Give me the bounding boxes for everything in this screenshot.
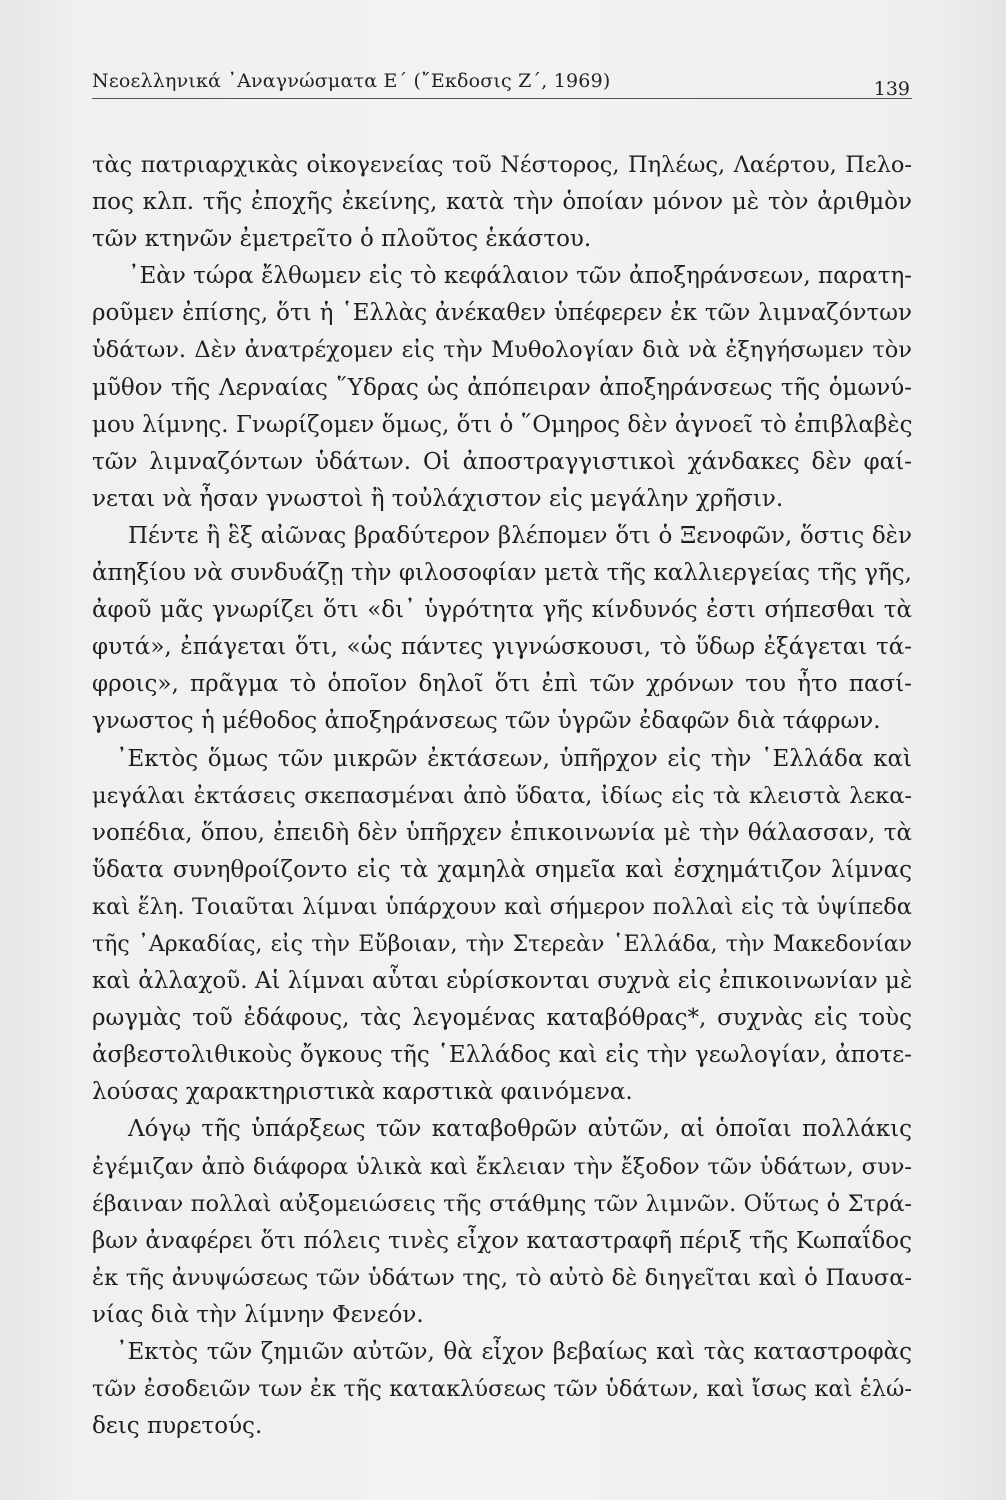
body-text xyxy=(92,147,912,1445)
text-line: Πέντε ἢ ἓξ αἰῶνας βραδύτερον βλέπομεν ὅτι ὁ Ξενοφῶν, ὅστις δὲν xyxy=(128,522,912,549)
text-line: μου λίμνης. Γνωρίζομεν ὅμως, ὅτι ὁ ῞Ομηρος δὲν ἀγνοεῖ τὸ ἐπιβλαβὲς xyxy=(92,411,913,438)
text-line: καὶ ἀλλαχοῦ. Αἱ λίμναι αὗται εὑρίσκονται συχνὰ εἰς ἐπικοινωνίαν μὲ xyxy=(92,968,913,995)
text-line: καὶ ἕλη. Τοιαῦται λίμναι ὑπάρχουν καὶ σήμερον πολλαὶ εἰς τὰ ὑψίπεδα xyxy=(92,893,912,920)
text-line: ροῦμεν ἐπίσης, ὅτι ἡ ῾Ελλὰς ἀνέκαθεν ὑπέφερεν ἐκ τῶν λιμναζόντων xyxy=(92,300,912,327)
text-line: νοπέδια, ὅπου, ἐπειδὴ δὲν ὑπῆρχεν ἐπικοινωνία μὲ τὴν θάλασσαν, τὰ xyxy=(92,819,912,846)
running-header xyxy=(92,66,912,99)
text-line: ᾿Εὰν τώρα ἔλθωμεν εἰς τὸ κεφάλαιον τῶν ἀποξηράνσεων, παρατη- xyxy=(128,263,912,290)
text-line: ᾿Εκτὸς ὅμως τῶν μικρῶν ἐκτάσεων, ὑπῆρχον εἰς τὴν ῾Ελλάδα καὶ xyxy=(116,745,912,772)
text-line: γνωστος ἡ μέθοδος ἀποξηράνσεως τῶν ὑγρῶν ἐδαφῶν διὰ τάφρων. xyxy=(92,708,881,735)
text-line: λούσας χαρακτηριστικὰ καρστικὰ φαινόμενα. xyxy=(92,1079,633,1106)
text-line: έβαιναν πολλαὶ αὐξομειώσεις τῆς στάθμης τῶν λιμνῶν. Οὕτως ὁ Στρά- xyxy=(92,1190,912,1217)
text-line: πος κλπ. τῆς ἐποχῆς ἐκείνης, κατὰ τὴν ὁποίαν μόνον μὲ τὸν ἀριθμὸν xyxy=(92,189,912,216)
text-line: νεται νὰ ἦσαν γνωστοὶ ἢ τοὐλάχιστον εἰς μεγάλην χρῆσιν. xyxy=(92,485,784,512)
text-line: τῶν ἐσοδειῶν των ἐκ τῆς κατακλύσεως τῶν ὑδάτων, καὶ ἴσως καὶ ἑλώ- xyxy=(92,1376,912,1403)
text-line: ἀφοῦ μᾶς γνωρίζει ὅτι «δι᾿ ὑγρότητα γῆς κίνδυνός ἐστι σήπεσθαι τὰ xyxy=(92,597,912,624)
text-line: μεγάλαι ἐκτάσεις σκεπασμέναι ἀπὸ ὕδατα, ἰδίως εἰς τὰ κλειστὰ λεκα- xyxy=(92,782,912,809)
header-title: Νεοελληνικά ᾿Αναγνώσματα Ε΄ (῎Εκδοσις Ζ΄, 1969) xyxy=(92,70,611,92)
text-line: τῆς ᾿Αρκαδίας, εἰς τὴν Εὔβοιαν, τὴν Στερεὰν ῾Ελλάδα, τὴν Μακεδονίαν xyxy=(92,931,912,957)
text-line: ἐγέμιζαν ἀπὸ διάφορα ὑλικὰ καὶ ἔκλειαν τὴν ἔξοδον τῶν ὑδάτων, συν- xyxy=(92,1153,912,1180)
text-line: τὰς πατριαρχικὰς οἰκογενείας τοῦ Νέστορος, Πηλέως, Λαέρτου, Πελο- xyxy=(92,152,912,178)
text-line: ρωγμὰς τοῦ ἐδάφους, τὰς λεγομένας καταβόθρας*, συχνὰς εἰς τοὺς xyxy=(92,1005,912,1032)
text-line: φυτά», ἐπάγεται ὅτι, «ὡς πάντες γιγνώσκουσι, τὸ ὕδωρ ἐξάγεται τά- xyxy=(92,634,912,661)
text-line: ἐκ τῆς ἀνυψώσεως τῶν ὑδάτων της, τὸ αὐτὸ δὲ διηγεῖται καὶ ὁ Παυσα- xyxy=(92,1264,912,1291)
text-line: νίας διὰ τὴν λίμνην Φενεόν. xyxy=(92,1301,424,1328)
page-number: 139 xyxy=(873,78,910,100)
text-line: ᾿Εκτὸς τῶν ζημιῶν αὐτῶν, θὰ εἶχον βεβαίως καὶ τὰς καταστροφὰς xyxy=(116,1339,912,1365)
text-line: βων ἀναφέρει ὅτι πόλεις τινὲς εἶχον καταστραφῆ πέριξ τῆς Κωπαΐδος xyxy=(92,1227,912,1254)
text-line: τῶν κτηνῶν ἐμετρεῖτο ὁ πλοῦτος ἑκάστου. xyxy=(92,226,592,253)
text-line: ἀπηξίου νὰ συνδυάζῃ τὴν φιλοσοφίαν μετὰ τῆς καλλιεργείας τῆς γῆς, xyxy=(92,560,912,587)
text-line: ὕδατα συνηθροίζοντο εἰς τὰ χαμηλὰ σημεῖα καὶ ἐσχημάτιζον λίμνας xyxy=(92,856,912,883)
text-line: ἀσβεστολιθικοὺς ὄγκους τῆς ῾Ελλάδος καὶ εἰς τὴν γεωλογίαν, ἀποτε- xyxy=(92,1042,912,1069)
text-line: φροις», πρᾶγμα τὸ ὁποῖον δηλοῖ ὅτι ἐπὶ τῶν χρόνων του ἦτο πασί- xyxy=(92,671,912,698)
text-line: Λόγῳ τῆς ὑπάρξεως τῶν καταβοθρῶν αὐτῶν, αἱ ὁποῖαι πολλάκις xyxy=(128,1116,912,1143)
text-line: τῶν λιμναζόντων ὑδάτων. Οἱ ἀποστραγγιστικοὶ χάνδακες δὲν φαί- xyxy=(92,448,912,475)
text-line: δεις πυρετούς. xyxy=(92,1413,263,1440)
text-line: μῦθον τῆς Λερναίας ῞Υδρας ὡς ἀπόπειραν ἀποξηράνσεως τῆς ὁμωνύ- xyxy=(92,374,912,401)
text-line: ὑδάτων. Δὲν ἀνατρέχομεν εἰς τὴν Μυθολογίαν διὰ νὰ ἐξηγήσωμεν τὸν xyxy=(92,337,912,364)
